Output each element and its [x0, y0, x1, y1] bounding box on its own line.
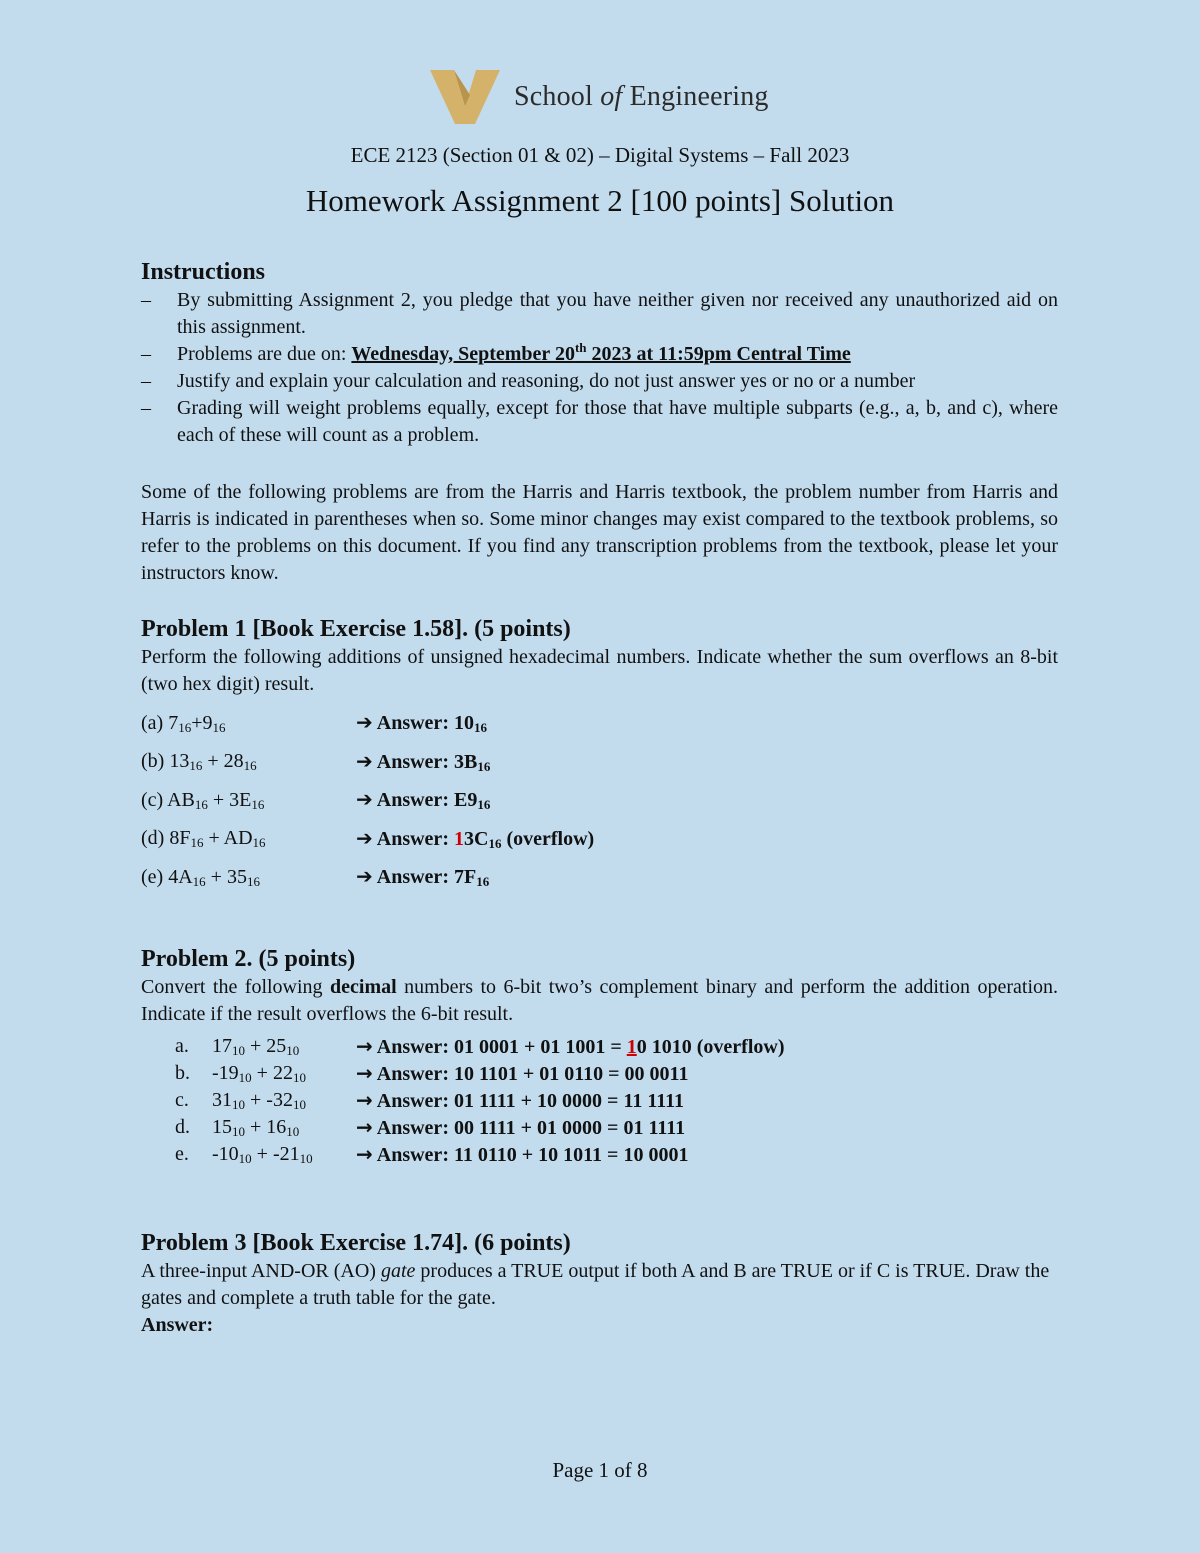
instruction-item: – Justify and explain your calculation and reasoning, do not just answer yes or no or a number: [141, 370, 916, 392]
instructions-section: [141, 257, 1058, 449]
arrow-icon: →: [356, 1114, 373, 1139]
problem-1-heading: Problem 1 [Book Exercise 1.58]. (5 points): [141, 616, 571, 642]
intro-paragraph: Some of the following problems are from the Harris and Harris textbook, the problem number from Harris and Harris is indicated in parentheses when so. Some minor changes may exist compared to the textbook problems, so refer to the problems on this document. If you find any transcription problems from the textbook, please let your instructors know.: [141, 481, 1058, 584]
problem-1-text: Perform the following additions of unsigned hexadecimal numbers. Indicate whether the sum overflows an 8-bit (two hex digit) result.: [141, 646, 1058, 695]
problem-3-heading: Problem 3 [Book Exercise 1.74]. (6 points): [141, 1230, 571, 1256]
arrow-icon: ➔: [356, 748, 373, 773]
problem-3-text: A three-input AND-OR (AO) gate produces a TRUE output if both A and B are TRUE or if C is TRUE. Draw the gates and complete a truth table for the gate.: [141, 1260, 1050, 1309]
problem-1: [141, 614, 1058, 897]
arrow-icon: →: [356, 1060, 373, 1085]
arrow-icon: ➔: [356, 710, 373, 735]
instructions-heading: Instructions: [141, 259, 266, 285]
problem-1-item-e: (e) $4A_{16} + 35_{16}$ ➔ Answer: $7F_{16}$: [141, 864, 490, 890]
instructions-list: [141, 287, 1058, 449]
problem-2-item-c: c. $31_{10} + -32_{10}$ → Answer: 01 1111 + 10 0000 = 11 1111: [175, 1087, 685, 1112]
arrow-icon: →: [356, 1033, 373, 1058]
arrow-icon: →: [356, 1141, 373, 1166]
problem-1-item-b: (b) $13_{16} + 28_{16}$ ➔ Answer: $3B_{16}$: [141, 748, 491, 774]
page-number: Page 1 of 8: [552, 1458, 648, 1482]
problem-2-heading: Problem 2. (5 points): [141, 946, 356, 972]
instruction-item: – By submitting Assignment 2, you pledge that you have neither given nor received any unauthorized aid on this assignment.: [141, 289, 1058, 338]
instruction-item: – Grading will weight problems equally, except for those that have multiple subparts (e.g., a, b, and c), where each of these will count as a problem.: [141, 397, 1058, 446]
instruction-item: – Problems are due on: Wednesday, September 20th 2023 at 11:59pm Central Time: [141, 340, 851, 365]
problem-2: [141, 944, 1058, 1168]
problem-3-answer-label: Answer:: [141, 1314, 214, 1336]
logo-text: School of Engineering: [514, 81, 769, 112]
problem-2-item-a: a. $17_{10} + 25_{10}$ → Answer: 01 0001 + 01 1001 = 10 1010 (overflow): [175, 1033, 785, 1058]
problem-2-item-e: e. $-10_{10} + -21_{10}$ → Answer: 11 0110 + 10 1011 = 10 0001: [175, 1141, 689, 1166]
vanderbilt-v-icon: [430, 68, 500, 126]
problem-1-item-d: (d) $8F_{16} + AD_{16}$ ➔ Answer: $13C_{16}$ (overflow): [141, 825, 595, 851]
school-logo: [430, 68, 769, 126]
arrow-icon: ➔: [356, 825, 373, 850]
problem-1-item-a: (a) $7_{16}+9_{16}$ ➔ Answer: $10_{16}$: [141, 710, 487, 736]
course-line: ECE 2123 (Section 01 & 02) – Digital Systems – Fall 2023: [350, 143, 850, 167]
arrow-icon: →: [356, 1087, 373, 1112]
problem-2-text: Convert the following decimal numbers to 6-bit two’s complement binary and perform the addition operation. Indicate if the result overflows the 6-bit result.: [141, 976, 1059, 1025]
arrow-icon: ➔: [356, 864, 373, 889]
problem-2-item-d: d. $15_{10} + 16_{10}$ → Answer: 00 1111 + 01 0000 = 01 1111: [175, 1114, 686, 1139]
arrow-icon: ➔: [356, 787, 373, 812]
deadline: Wednesday, September 20th 2023 at 11:59pm Central Time: [351, 340, 851, 365]
problem-2-item-b: b. $-19_{10} + 22_{10}$ → Answer: 10 1101 + 01 0110 = 00 0011: [175, 1060, 689, 1085]
problem-3: [141, 1228, 1058, 1339]
page-title: Homework Assignment 2 [100 points] Solution: [305, 183, 895, 218]
problem-1-item-c: (c) $AB_{16} + 3E_{16}$ ➔ Answer: $E9_{16}$: [141, 787, 491, 813]
